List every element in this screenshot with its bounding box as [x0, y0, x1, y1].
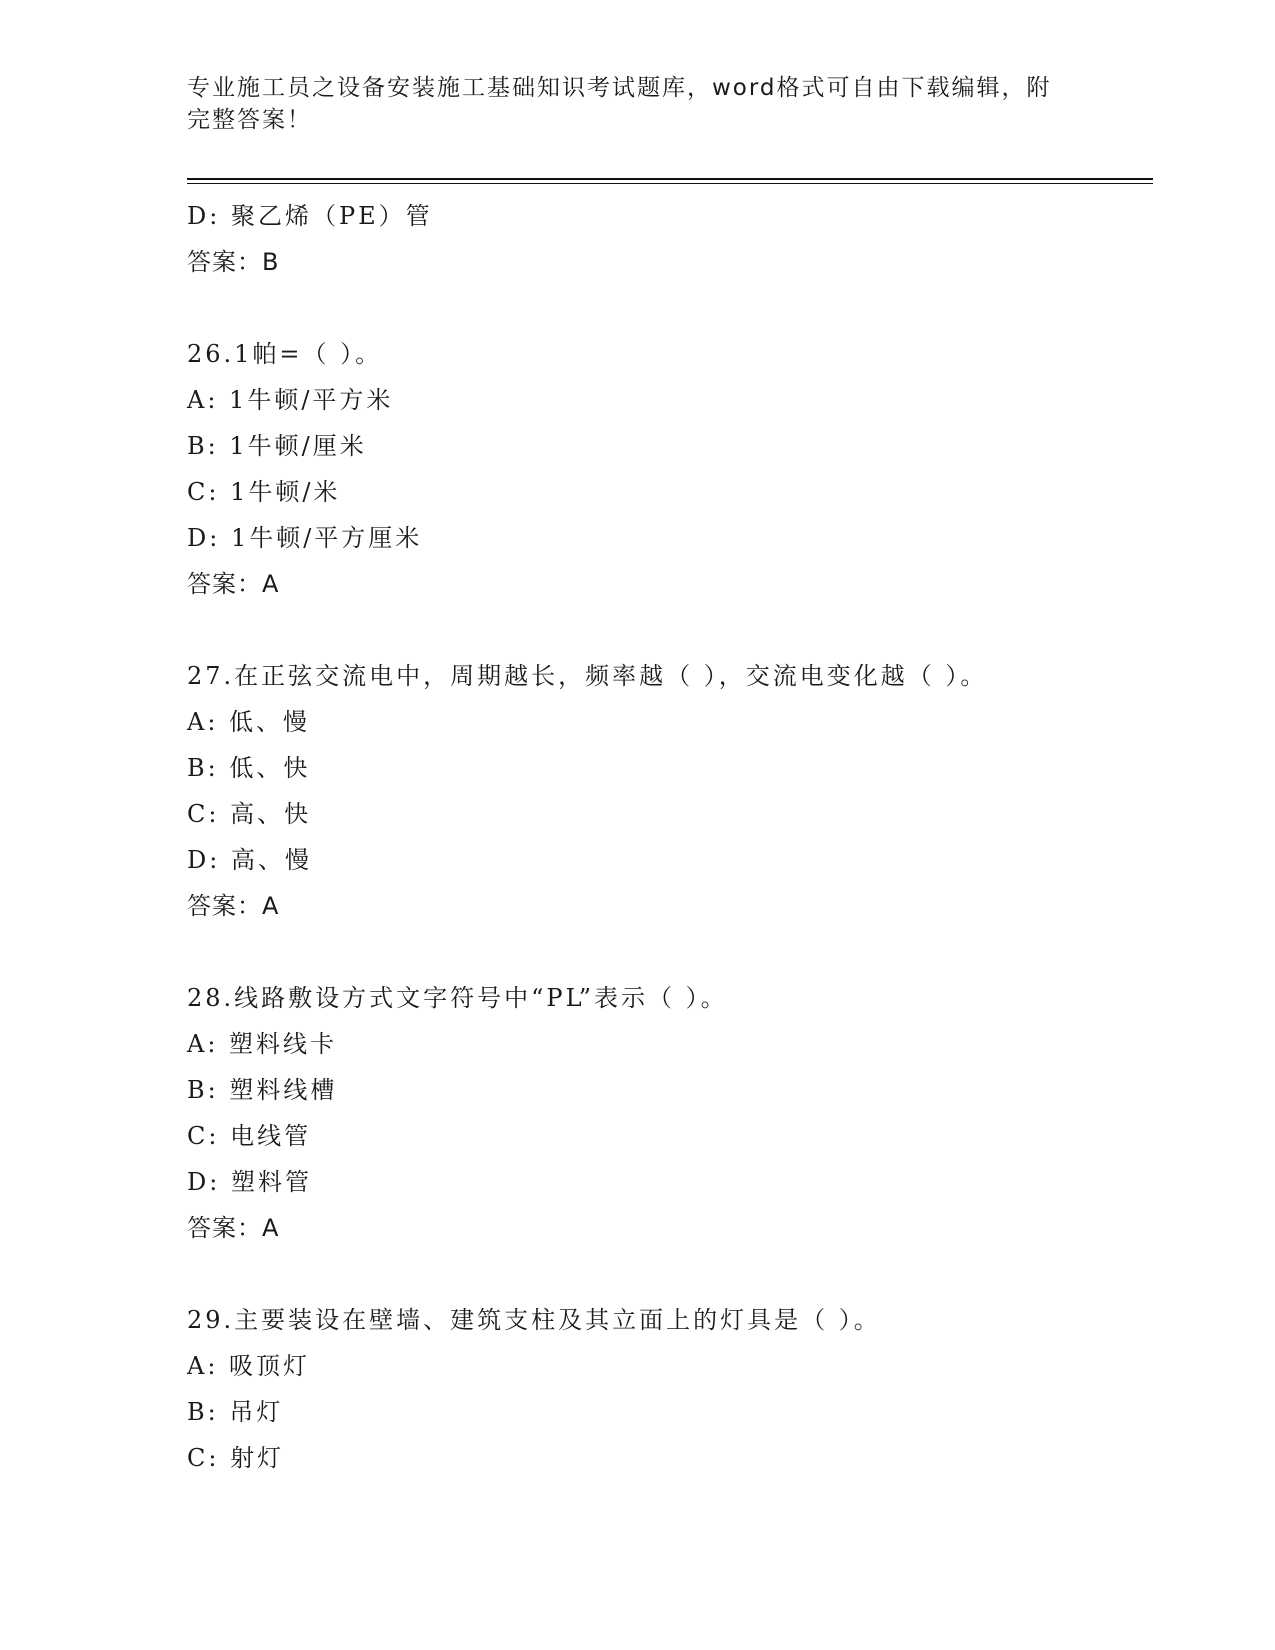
option-b: B: 塑料线槽	[187, 1076, 338, 1104]
question-26: 26.1帕=（ ）。	[187, 340, 383, 368]
option-c: C: 电线管	[187, 1122, 312, 1150]
option-d: D: 高、慢	[187, 846, 312, 874]
question-list	[187, 193, 1153, 1481]
answer: 答案：A	[187, 892, 280, 920]
option-b: B: 吊灯	[187, 1398, 284, 1426]
option-a: A: 1牛顿/平方米	[187, 386, 394, 414]
option-c: C: 1牛顿/米	[187, 478, 341, 506]
question-29: 29.主要装设在壁墙、建筑支柱及其立面上的灯具是（ ）。	[187, 1306, 881, 1334]
option-a: A: 低、慢	[187, 708, 311, 736]
option-d: D: 塑料管	[187, 1168, 312, 1196]
answer: 答案：B	[187, 248, 280, 276]
option-a: A: 吸顶灯	[187, 1352, 311, 1380]
header-rule-thin	[187, 183, 1153, 184]
option-b: B: 1牛顿/厘米	[187, 432, 367, 460]
spacer	[187, 1251, 1153, 1297]
question-27: 27.在正弦交流电中，周期越长，频率越（ ），交流电变化越（ ）。	[187, 662, 988, 690]
spacer	[187, 929, 1153, 975]
option-d: D: 1牛顿/平方厘米	[187, 524, 423, 552]
option-a: A: 塑料线卡	[187, 1030, 338, 1058]
header-rule-thick	[187, 178, 1153, 180]
answer: 答案：A	[187, 570, 280, 598]
document-header: 专业施工员之设备安装施工基础知识考试题库，word格式可自由下载编辑，附完整答案！	[187, 75, 1052, 133]
option-c: C: 高、快	[187, 800, 312, 828]
answer: 答案：A	[187, 1214, 280, 1242]
option-b: B: 低、快	[187, 754, 311, 782]
question-28: 28.线路敷设方式文字符号中“PL”表示（ ）。	[187, 984, 728, 1012]
spacer	[187, 285, 1153, 331]
spacer	[187, 607, 1153, 653]
option-d: D: 聚乙烯（PE）管	[187, 202, 433, 230]
option-c: C: 射灯	[187, 1444, 285, 1472]
